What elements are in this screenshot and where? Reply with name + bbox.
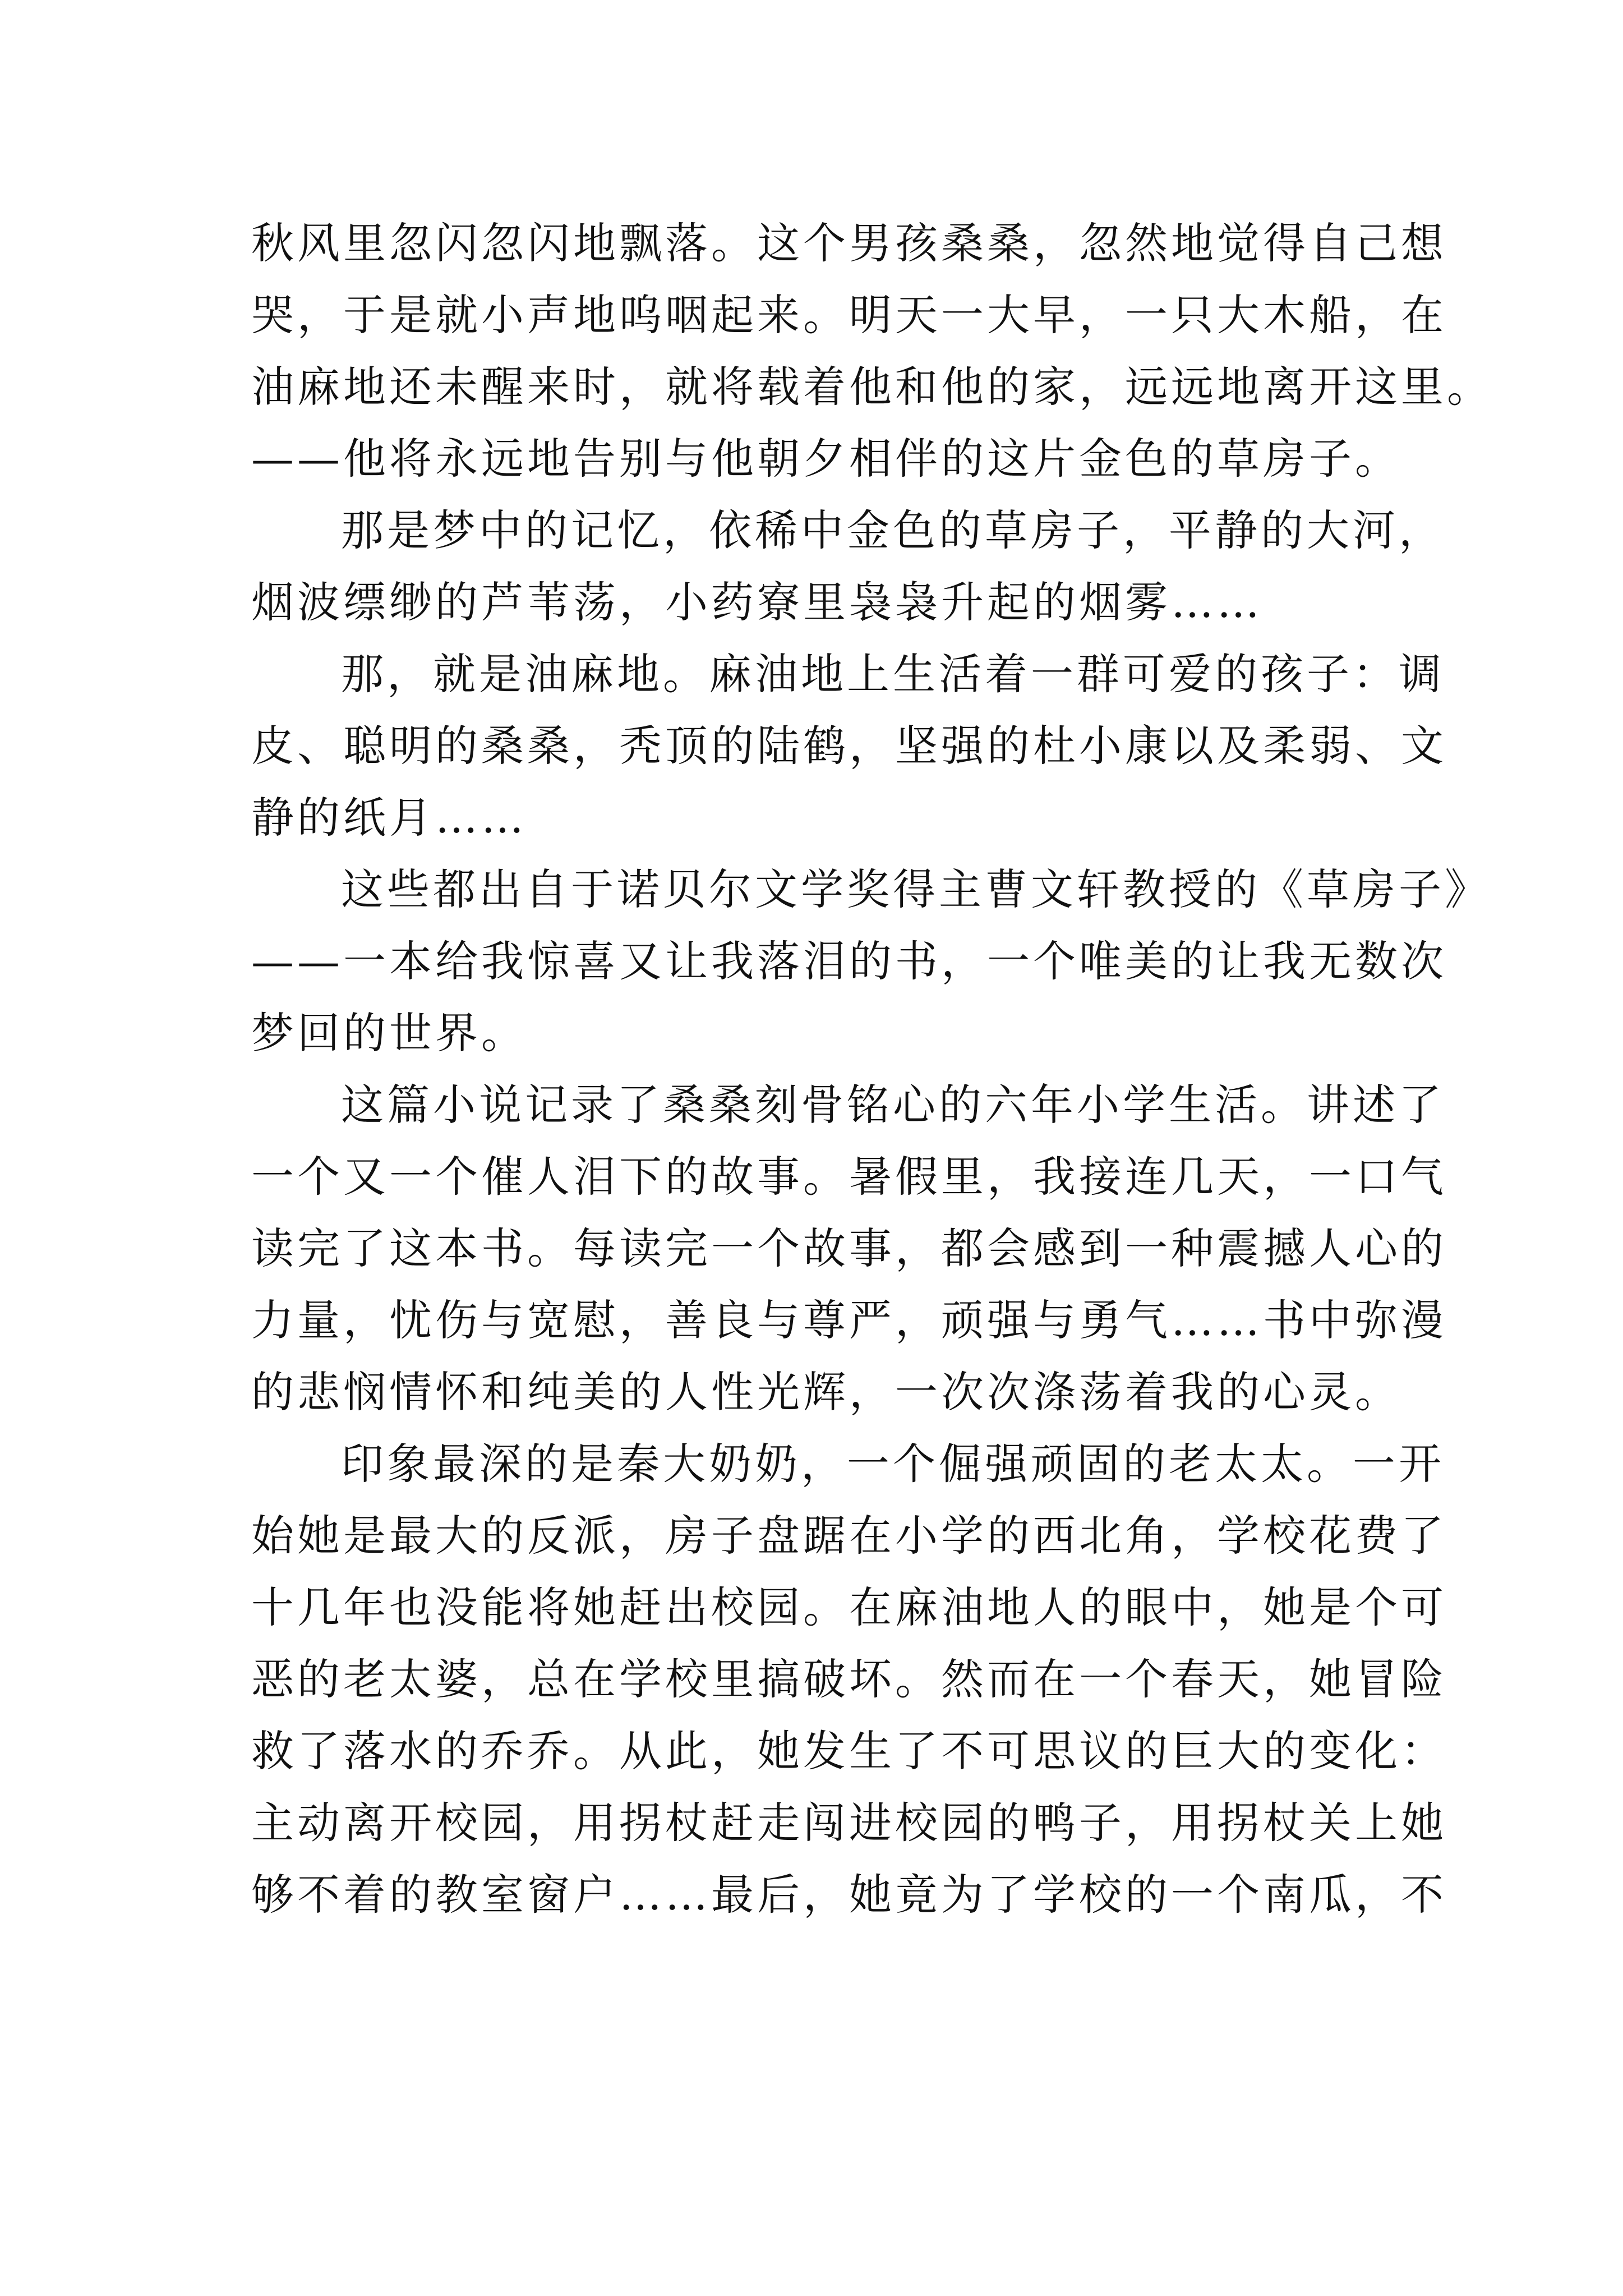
text-line: 静的纸月……	[251, 793, 527, 843]
text-line: ——一本给我惊喜又让我落泪的书，一个唯美的让我无数次	[251, 936, 1447, 986]
text-line: 力量，忧伤与宽慰，善良与尊严，顽强与勇气……书中弥漫	[251, 1295, 1447, 1345]
paragraph-first-line: 那，就是油麻地。麻油地上生活着一群可爱的孩子：调	[341, 649, 1445, 699]
text-line: 烟波缥缈的芦苇荡，小药寮里袅袅升起的烟雾……	[251, 577, 1263, 627]
text-line: 哭，于是就小声地呜咽起来。明天一大早，一只大木船，在	[251, 290, 1447, 340]
paragraph-first-line: 这些都出自于诺贝尔文学奖得主曹文轩教授的《草房子》	[341, 864, 1491, 914]
text-line: 皮、聪明的桑桑，秃顶的陆鹤，坚强的杜小康以及柔弱、文	[251, 721, 1447, 771]
text-line: 的悲悯情怀和纯美的人性光辉，一次次涤荡着我的心灵。	[251, 1367, 1401, 1417]
text-line: 主动离开校园，用拐杖赶走闯进校园的鸭子，用拐杖关上她	[251, 1798, 1447, 1848]
text-line: 十几年也没能将她赶出校园。在麻油地人的眼中，她是个可	[251, 1582, 1447, 1632]
text-line: 始她是最大的反派，房子盘踞在小学的西北角，学校花费了	[251, 1511, 1447, 1561]
text-line: ——他将永远地告别与他朝夕相伴的这片金色的草房子。	[251, 434, 1401, 484]
text-line: 够不着的教室窗户……最后，她竟为了学校的一个南瓜，不	[251, 1870, 1447, 1920]
paragraph-first-line: 那是梦中的记忆，依稀中金色的草房子，平静的大河，	[341, 505, 1445, 555]
paragraph-first-line: 印象最深的是秦大奶奶，一个倔强顽固的老太太。一开	[341, 1439, 1445, 1489]
text-line: 恶的老太婆，总在学校里搞破坏。然而在一个春天，她冒险	[251, 1654, 1447, 1704]
text-line: 梦回的世界。	[251, 1008, 527, 1058]
text-line: 油麻地还未醒来时，就将载着他和他的家，远远地离开这里。	[251, 362, 1493, 412]
text-line: 读完了这本书。每读完一个故事，都会感到一种震撼人心的	[251, 1223, 1447, 1273]
text-line: 秋风里忽闪忽闪地飘落。这个男孩桑桑，忽然地觉得自己想	[251, 218, 1447, 268]
paragraph-first-line: 这篇小说记录了桑桑刻骨铭心的六年小学生活。讲述了	[341, 1080, 1445, 1130]
body-text	[251, 208, 1493, 1931]
text-line: 一个又一个催人泪下的故事。暑假里，我接连几天，一口气	[251, 1152, 1447, 1202]
text-line: 救了落水的乔乔。从此，她发生了不可思议的巨大的变化：	[251, 1726, 1447, 1776]
